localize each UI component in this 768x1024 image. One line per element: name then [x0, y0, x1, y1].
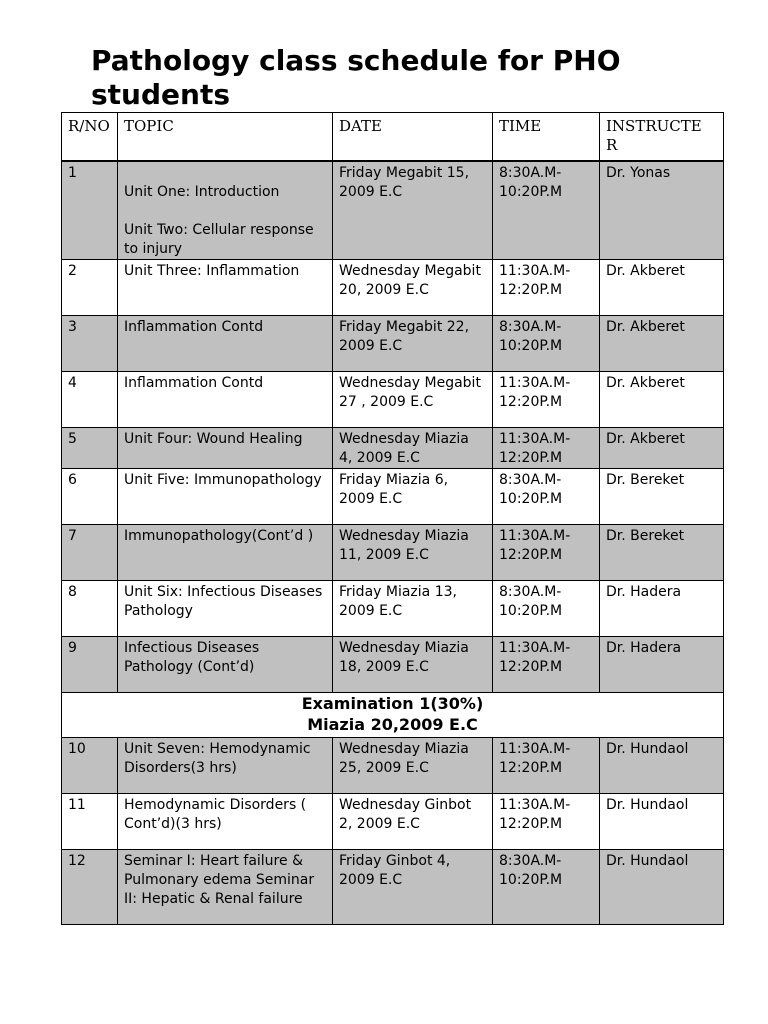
row-topic-part: Unit Two: Cellular response to injury: [124, 221, 314, 257]
row-topic: Inflammation Contd: [118, 371, 333, 427]
row-instructor: Dr. Yonas: [600, 161, 724, 260]
exam-cell: [62, 692, 724, 737]
row-date: Friday Miazia 6, 2009 E.C: [333, 468, 493, 524]
exam-row: [62, 692, 724, 737]
row-topic: Infectious Diseases Pathology (Cont’d): [118, 636, 333, 692]
row-date: Friday Megabit 15, 2009 E.C: [333, 161, 493, 260]
row-number: 11: [62, 793, 118, 849]
row-number: 10: [62, 737, 118, 793]
table-row: [62, 468, 724, 524]
exam-date: Miazia 20,2009 E.C: [307, 714, 478, 734]
row-instructor: Dr. Hundaol: [600, 793, 724, 849]
row-topic: Unit Four: Wound Healing: [118, 427, 333, 468]
row-time: 11:30A.M-12:20P.M: [493, 636, 600, 692]
row-number: 1: [62, 161, 118, 260]
row-time: 11:30A.M-12:20P.M: [493, 793, 600, 849]
row-topic: Seminar I: Heart failure & Pulmonary edema Seminar II: Hepatic & Renal failure: [118, 849, 333, 924]
table-row: [62, 580, 724, 636]
row-topic: Immunopathology(Cont’d ): [118, 524, 333, 580]
row-topic: Unit Five: Immunopathology: [118, 468, 333, 524]
row-topic-text: Unit Three: Inflammation: [124, 262, 300, 279]
table-row: [62, 636, 724, 692]
page-title: Pathology class schedule for PHO students: [91, 44, 621, 111]
row-topic: [118, 161, 333, 260]
row-number: 7: [62, 524, 118, 580]
table-row: [62, 161, 724, 260]
header-instructor: INSTRUCTE R: [600, 113, 724, 161]
row-date: Wednesday Megabit 27 , 2009 E.C: [333, 371, 493, 427]
row-date: Friday Megabit 22, 2009 E.C: [333, 315, 493, 371]
row-date: Friday Ginbot 4, 2009 E.C: [333, 849, 493, 924]
row-instructor: Dr. Hundaol: [600, 737, 724, 793]
row-time: 8:30A.M-10:20P.M: [493, 468, 600, 524]
row-number: 8: [62, 580, 118, 636]
row-number: 9: [62, 636, 118, 692]
table-row: [62, 315, 724, 371]
row-topic: [118, 259, 333, 315]
table-row: [62, 737, 724, 793]
row-date: Wednesday Miazia 4, 2009 E.C: [333, 427, 493, 468]
row-date: Wednesday Miazia 11, 2009 E.C: [333, 524, 493, 580]
schedule-table: [61, 112, 724, 925]
row-topic: Unit Six: Infectious Diseases Pathology: [118, 580, 333, 636]
row-number: 2: [62, 259, 118, 315]
row-time: 11:30A.M-12:20P.M: [493, 524, 600, 580]
header-topic: TOPIC: [118, 113, 333, 161]
row-instructor: Dr. Hadera: [600, 636, 724, 692]
row-date: Wednesday Miazia 18, 2009 E.C: [333, 636, 493, 692]
row-topic: Unit Seven: Hemodynamic Disorders(3 hrs): [118, 737, 333, 793]
row-instructor: Dr. Hadera: [600, 580, 724, 636]
row-instructor: Dr. Akberet: [600, 315, 724, 371]
row-date: Friday Miazia 13, 2009 E.C: [333, 580, 493, 636]
row-time: 8:30A.M-10:20P.M: [493, 580, 600, 636]
row-topic: Hemodynamic Disorders ( Cont’d)(3 hrs): [118, 793, 333, 849]
table-row: [62, 259, 724, 315]
row-instructor: Dr. Hundaol: [600, 849, 724, 924]
row-date: Wednesday Ginbot 2, 2009 E.C: [333, 793, 493, 849]
row-instructor: Dr. Akberet: [600, 371, 724, 427]
row-number: 12: [62, 849, 118, 924]
row-time: 8:30A.M-10:20P.M: [493, 161, 600, 260]
row-time: 11:30A.M-12:20P.M: [493, 737, 600, 793]
row-time: 8:30A.M-10:20P.M: [493, 849, 600, 924]
exam-title: Examination 1(30%): [301, 693, 484, 713]
header-row: [62, 113, 724, 161]
row-date: Wednesday Miazia 25, 2009 E.C: [333, 737, 493, 793]
table-row: [62, 524, 724, 580]
row-instructor: Dr. Akberet: [600, 427, 724, 468]
header-time: TIME: [493, 113, 600, 161]
row-number: 3: [62, 315, 118, 371]
row-topic: Inflammation Contd: [118, 315, 333, 371]
row-number: 4: [62, 371, 118, 427]
row-time: 11:30A.M-12:20P.M: [493, 371, 600, 427]
row-number: 6: [62, 468, 118, 524]
row-number: 5: [62, 427, 118, 468]
table-row: [62, 427, 724, 468]
row-instructor: Dr. Akberet: [600, 259, 724, 315]
row-time: 8:30A.M-10:20P.M: [493, 315, 600, 371]
row-date: Wednesday Megabit 20, 2009 E.C: [333, 259, 493, 315]
row-time: 11:30A.M-12:20P.M: [493, 427, 600, 468]
row-time: 11:30A.M-12:20P.M: [493, 259, 600, 315]
table-row: [62, 793, 724, 849]
row-topic-part: Unit One: Introduction: [124, 183, 280, 200]
table-row: [62, 371, 724, 427]
row-instructor: Dr. Bereket: [600, 468, 724, 524]
table-row: [62, 849, 724, 924]
row-instructor: Dr. Bereket: [600, 524, 724, 580]
header-date: DATE: [333, 113, 493, 161]
header-rno: R/NO: [62, 113, 118, 161]
